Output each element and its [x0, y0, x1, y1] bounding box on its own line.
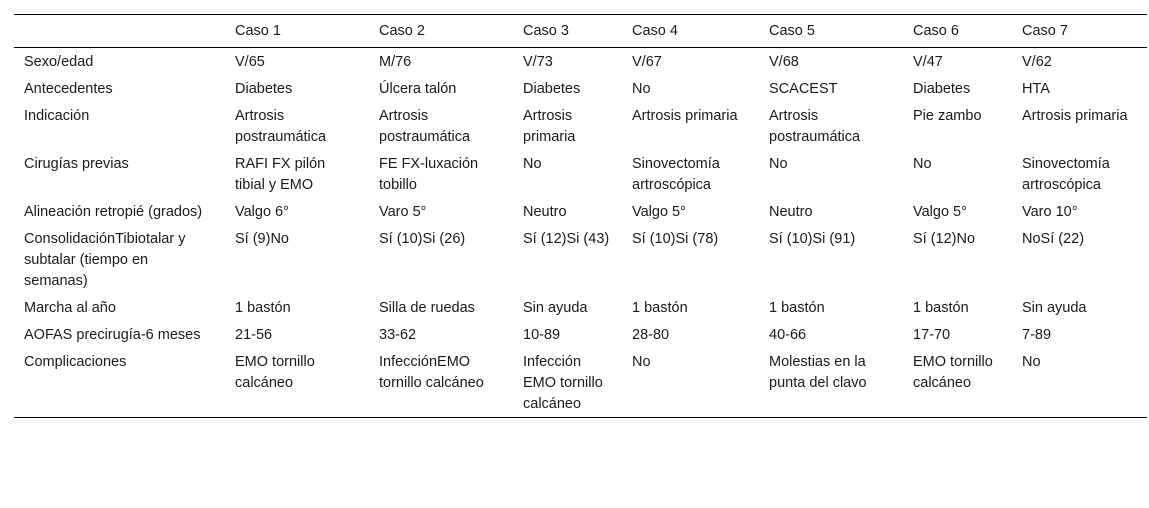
table-cell: RAFI FX pilón tibial y EMO: [235, 156, 326, 193]
table-row-complicaciones: [14, 348, 1147, 418]
table-cell: No: [632, 81, 651, 97]
clinical-cases-table: [14, 14, 1147, 418]
row-label: Antecedentes: [24, 81, 113, 97]
table-cell: No: [1022, 354, 1041, 370]
table-cell: No: [523, 156, 542, 172]
table-row-antecedentes: [14, 75, 1147, 102]
table-cell: EMO tornillo calcáneo: [913, 354, 993, 391]
table-cell: Diabetes: [235, 81, 293, 97]
row-label: Complicaciones: [24, 354, 127, 370]
table-cell: HTA: [1022, 81, 1050, 97]
table-cell: FE FX-luxación tobillo: [379, 156, 479, 193]
table-cell: Pie zambo: [913, 108, 982, 124]
table-row-marcha: [14, 294, 1147, 321]
table-cell: No: [632, 354, 651, 370]
table-cell: 1 bastón: [632, 300, 688, 316]
table-cell: Artrosis primaria: [1022, 108, 1128, 124]
table-cell: Silla de ruedas: [379, 300, 475, 316]
table-cell: 33-62: [379, 327, 417, 343]
table-cell: 1 bastón: [769, 300, 825, 316]
header-cell-empty: [14, 15, 225, 48]
table-cell: 1 bastón: [235, 300, 291, 316]
table-cell: 28-80: [632, 327, 670, 343]
table-cell: Valgo 5°: [913, 204, 967, 220]
table-row-indicacion: [14, 102, 1147, 150]
table-cell: Neutro: [523, 204, 567, 220]
table-cell: Sí (10)Si (78): [632, 231, 719, 247]
table-row-alineacion-retropie: [14, 198, 1147, 225]
table-cell: Neutro: [769, 204, 813, 220]
header-cell-caso-3: Caso 3: [523, 23, 569, 39]
row-label: Sexo/edad: [24, 54, 94, 70]
table-cell: Infección EMO tornillo calcáneo: [523, 354, 603, 412]
table-cell: V/67: [632, 54, 662, 70]
table-cell: 40-66: [769, 327, 807, 343]
row-label: Indicación: [24, 108, 90, 124]
table-cell: V/65: [235, 54, 265, 70]
header-cell-caso-4: Caso 4: [632, 23, 678, 39]
row-label: Cirugías previas: [24, 156, 129, 172]
table-row-consolidacion: [14, 225, 1147, 294]
table-cell: 7-89: [1022, 327, 1052, 343]
table-cell: Varo 10°: [1022, 204, 1078, 220]
table-cell: Artrosis postraumática: [769, 108, 861, 145]
table-cell: No: [913, 156, 932, 172]
header-cell-caso-7: Caso 7: [1022, 23, 1068, 39]
table-cell: V/47: [913, 54, 943, 70]
table-cell: V/73: [523, 54, 553, 70]
header-cell-caso-1: Caso 1: [235, 23, 281, 39]
table-cell: Diabetes: [523, 81, 581, 97]
data-table-container: [14, 14, 1147, 418]
table-cell: SCACEST: [769, 81, 838, 97]
table-cell: Sí (12)No: [913, 231, 976, 247]
table-cell: V/68: [769, 54, 799, 70]
table-cell: M/76: [379, 54, 412, 70]
table-cell: No: [769, 156, 788, 172]
table-cell: Sí (9)No: [235, 231, 289, 247]
table-cell: Valgo 6°: [235, 204, 289, 220]
table-cell: Artrosis primaria: [523, 108, 576, 145]
table-header-row: [14, 15, 1147, 48]
table-cell: Artrosis primaria: [632, 108, 738, 124]
row-label: AOFAS precirugía-6 meses: [24, 327, 201, 343]
table-cell: Úlcera talón: [379, 81, 457, 97]
table-cell: Sí (10)Si (26): [379, 231, 466, 247]
table-cell: EMO tornillo calcáneo: [235, 354, 315, 391]
table-cell: Sí (12)Si (43): [523, 231, 610, 247]
header-cell-caso-5: Caso 5: [769, 23, 815, 39]
table-cell: Sinovectomía artroscópica: [1022, 156, 1110, 193]
table-row-sexo-edad: [14, 48, 1147, 76]
table-cell: Valgo 5°: [632, 204, 686, 220]
header-cell-caso-2: Caso 2: [379, 23, 425, 39]
table-cell: Artrosis postraumática: [379, 108, 471, 145]
table-cell: InfecciónEMO tornillo calcáneo: [379, 354, 484, 391]
table-cell: 17-70: [913, 327, 951, 343]
table-cell: Sinovectomía artroscópica: [632, 156, 720, 193]
table-cell: 1 bastón: [913, 300, 969, 316]
table-cell: Sí (10)Si (91): [769, 231, 856, 247]
table-cell: Varo 5°: [379, 204, 427, 220]
table-cell: Molestias en la punta del clavo: [769, 354, 867, 391]
header-cell-caso-6: Caso 6: [913, 23, 959, 39]
table-cell: Sin ayuda: [1022, 300, 1087, 316]
table-cell: NoSí (22): [1022, 231, 1085, 247]
table-row-aofas: [14, 321, 1147, 348]
row-label: ConsolidaciónTibiotalar y subtalar (tiempo en semanas): [24, 231, 186, 289]
table-cell: V/62: [1022, 54, 1052, 70]
row-label: Alineación retropié (grados): [24, 204, 203, 220]
table-cell: Artrosis postraumática: [235, 108, 327, 145]
table-cell: Diabetes: [913, 81, 971, 97]
table-row-cirugias-previas: [14, 150, 1147, 198]
row-label: Marcha al año: [24, 300, 116, 316]
table-cell: Sin ayuda: [523, 300, 588, 316]
table-cell: 10-89: [523, 327, 561, 343]
table-cell: 21-56: [235, 327, 273, 343]
